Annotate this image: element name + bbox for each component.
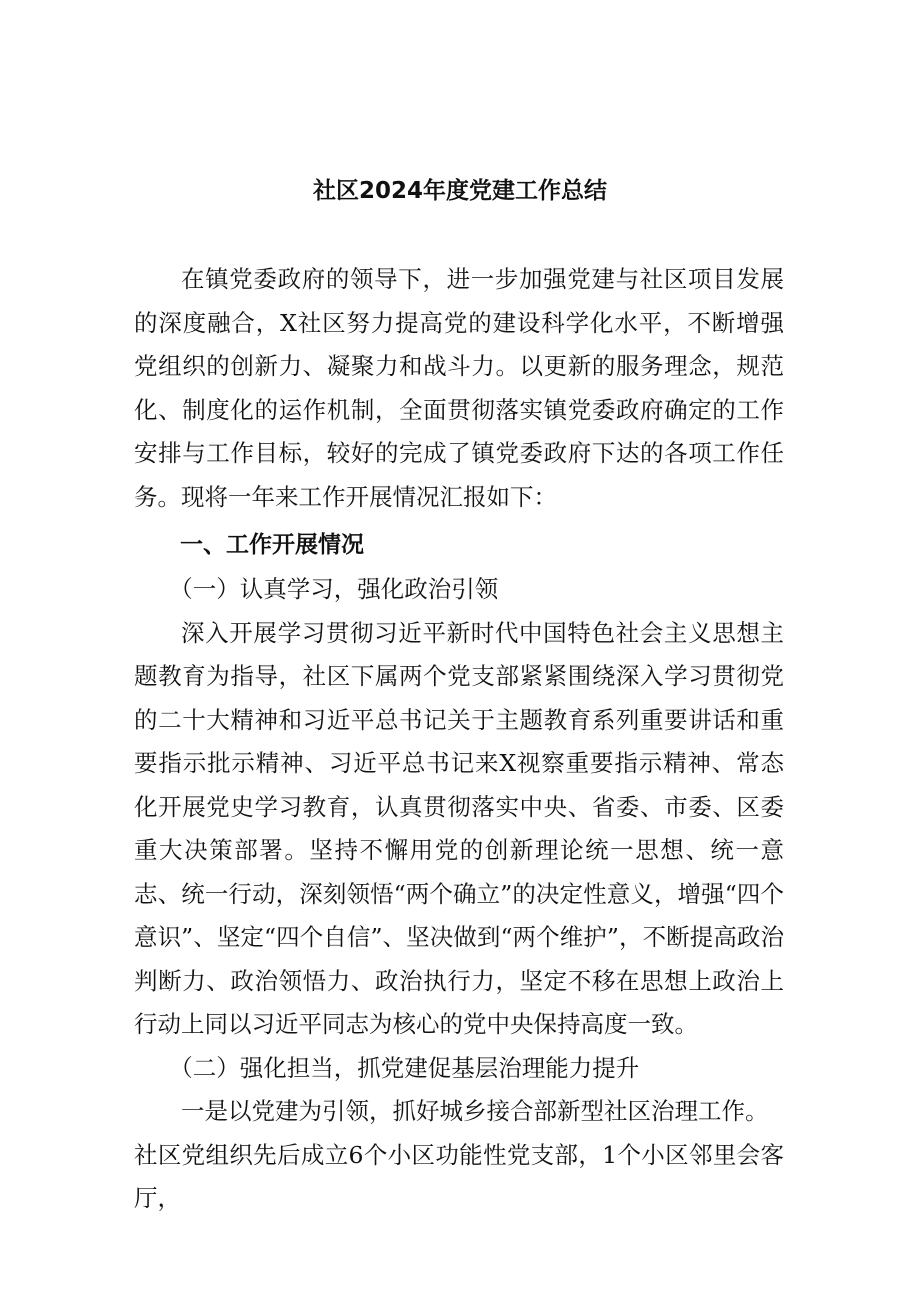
study-paragraph: 深入开展学习贯彻习近平新时代中国特色社会主义思想主题教育为指导，社区下属两个党支部紧紧围绕深入学习贯彻党的二十大精神和习近平总书记关于主题教育系列重要讲话和重要指示批示精神、习近平总书记来X视察重要指示精神、常态化开展党史学习教育，认真贯彻落实中央、省委、市委、区委重大决策部署。坚持不懈用党的创新理论统一思想、统一意志、统一行动，深刻领悟“两个确立”的决定性意义，增强“四个意识”、坚定“四个自信”、坚决做到“两个维护”，不断提高政治判断力、政治领悟力、政治执行力，坚定不移在思想上政治上行动上同以习近平同志为核心的党中央保持高度一致。 bbox=[134, 618, 784, 1038]
intro-paragraph: 在镇党委政府的领导下，进一步加强党建与社区项目发展的深度融合，X社区努力提高党的建设科学化水平，不断增强党组织的创新力、凝聚力和战斗力。以更新的服务理念，规范化、制度化的运作机制，全面贯彻落实镇党委政府确定的工作安排与工作目标，较好的完成了镇党委政府下达的各项工作任务。现将一年来工作开展情况汇报如下： bbox=[134, 265, 784, 511]
section-heading-work-status: 一、工作开展情况 bbox=[180, 532, 364, 558]
governance-point-one-continued: 社区党组织先后成立6个小区功能性党支部，1个小区邻里会客厅， bbox=[134, 1140, 784, 1212]
document-title: 社区2024年度党建工作总结 bbox=[312, 178, 607, 204]
subsection-heading-governance: （二）强化担当，抓党建促基层治理能力提升 bbox=[169, 1053, 640, 1082]
governance-point-one: 一是以党建为引领，抓好城乡接合部新型社区治理工作。 bbox=[181, 1097, 769, 1125]
document-body bbox=[134, 258, 784, 1221]
subsection-heading-study: （一）认真学习，强化政治引领 bbox=[169, 575, 499, 603]
